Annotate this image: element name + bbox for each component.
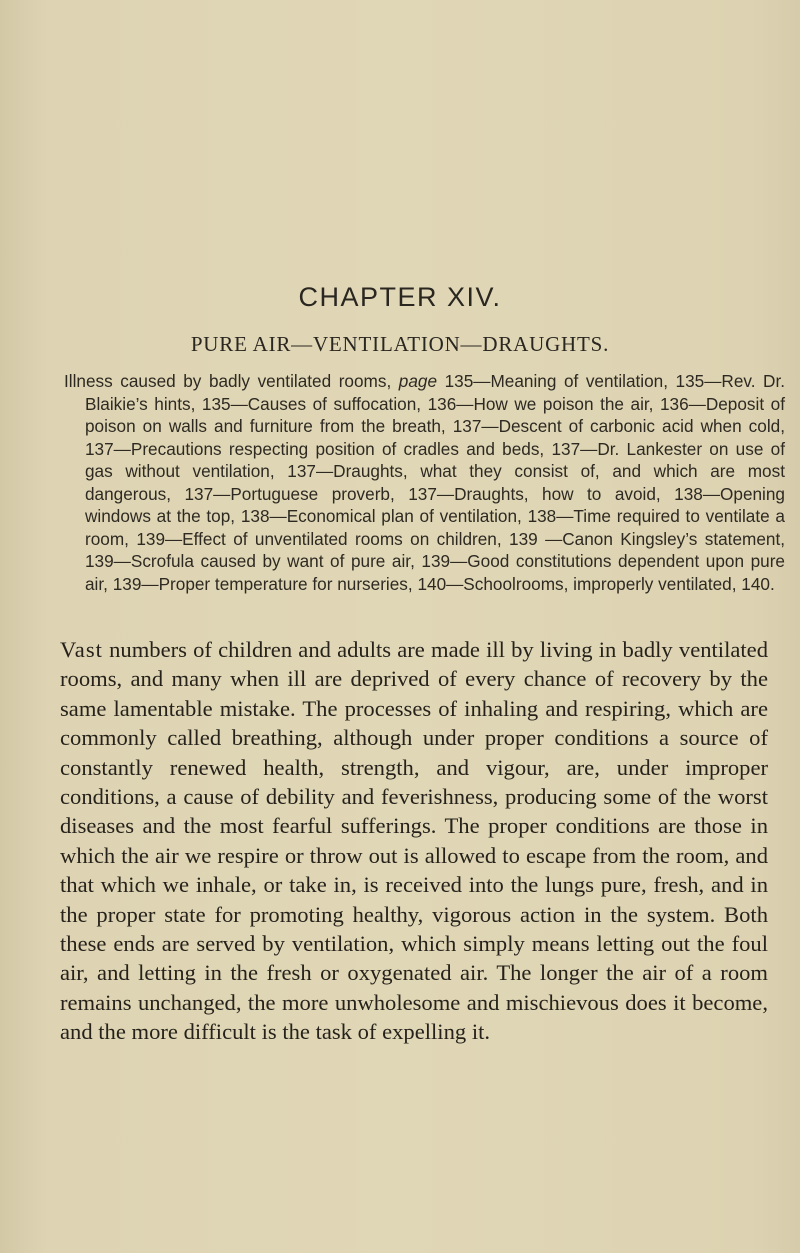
chapter-heading: CHAPTER XIV.: [298, 282, 502, 312]
body-text: numbers of children and adults are made ill by living in badly ventilated rooms, and many when ill are deprived of every chance of recovery by the same lamentable mistake. The processes of inhaling and respiring, which are commonly called breathing, although under proper conditions a source of constantly renewed health, strength, and vigour, are, under improper conditions, a cause of debility and feverishness, producing some of the worst diseases and the most fearful sufferings. The proper conditions are those in which the air we respire or throw out is allowed to escape from the room, and that which we inhale, or take in, is received into the lungs pure, fresh, and in the proper state for promoting healthy, vigorous action in the system. Both these ends are served by ventilation, which simply means letting out the foul air, and letting in the fresh or oxygenated air. The longer the air of a room remains unchanged, the more unwholesome and mischievous does it become, and the more difficult is the task of expelling it.: [60, 637, 768, 1045]
synopsis-prefix: Illness caused by badly ventilated rooms,: [64, 371, 392, 391]
chapter-title: PURE AIR—VENTILATION—DRAUGHTS.: [190, 332, 610, 356]
synopsis-page-word: page: [398, 371, 438, 391]
opening-word: Vast: [60, 637, 103, 662]
chapter-synopsis: [64, 370, 785, 595]
synopsis-text: 135—Meaning of ventilation, 135—Rev. Dr. Blaikie’s hints, 135—Causes of suffocation, 136—How we poison the air, 136—Deposit of poison on walls and furniture from the breath, 137—Descent of carbonic acid when cold, 137—Precautions respecting position of cradles and beds, 137—Dr. Lankester on use of gas without ventilation, 137—Draughts, what they consist of, and which are most dangerous, 137—Portuguese proverb, 137—Draughts, how to avoid, 138—Opening windows at the top, 138—Economical plan of ventilation, 138—Time required to ventilate a room, 139—Effect of unventilated rooms on children, 139 —Canon Kingsley’s statement, 139—Scrofula caused by want of pure air, 139—Good constitutions dependent upon pure air, 139—Proper temperature for nurseries, 140—Schoolrooms, improperly ventilated, 140.: [85, 371, 785, 594]
body-paragraph: [60, 635, 768, 1047]
